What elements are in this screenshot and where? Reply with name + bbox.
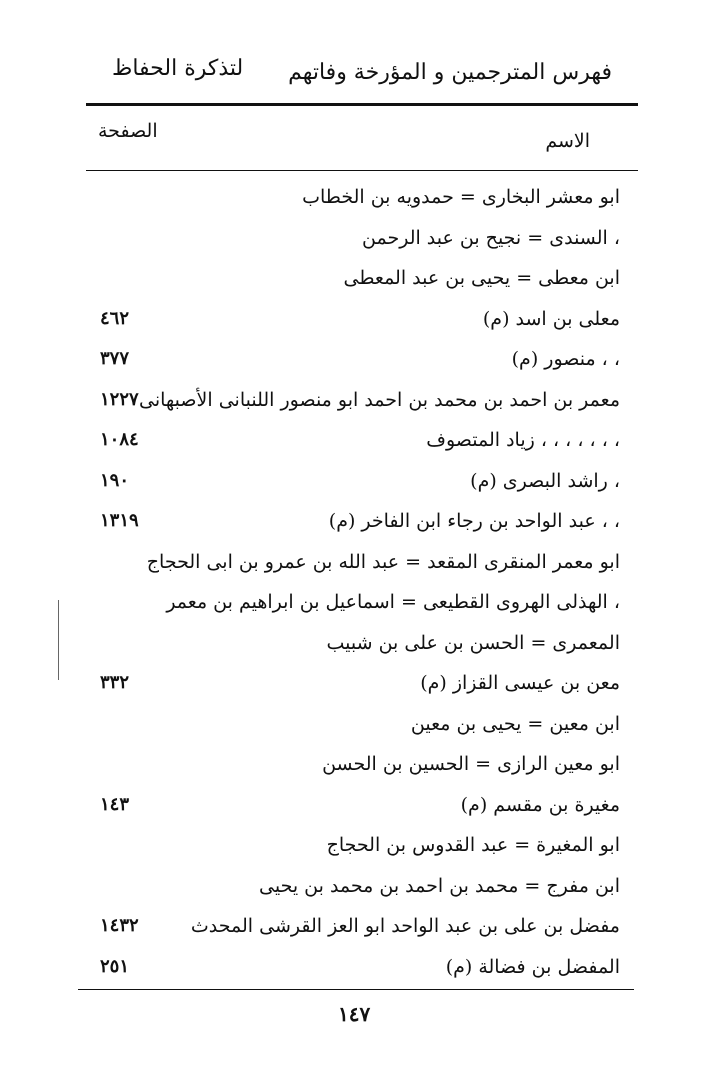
list-item (0, 707, 722, 748)
entry-name: المعمرى = الحسن بن على بن شبيب (326, 631, 620, 654)
footer-rule (78, 989, 634, 990)
index-list (0, 180, 722, 990)
entry-name: ابن مفرج = محمد بن احمد بن محمد بن يحيى (259, 874, 620, 897)
entry-name: ابو معمر المنقرى المقعد = عبد الله بن عمرو بن ابى الحجاج (146, 550, 620, 573)
list-item (0, 626, 722, 667)
header-rule (86, 103, 638, 106)
list-item (0, 747, 722, 788)
list-item (0, 666, 722, 707)
entry-name: ، السندى = نجيح بن عبد الرحمن (362, 226, 620, 249)
entry-page: ٤٦٢ (100, 307, 130, 329)
entry-name: مفضل بن على بن عبد الواحد ابو العز القرشى المحدث (190, 915, 620, 937)
entry-page: ١٢٢٧ (100, 388, 139, 410)
entry-page: ٣٧٧ (100, 348, 130, 369)
entry-name: المفضل بن فضالة (م) (445, 955, 620, 978)
entry-page: ١٣١٩ (100, 510, 139, 531)
entry-name: مغيرة بن مقسم (م) (460, 793, 620, 816)
column-header-name: الاسم (545, 130, 590, 152)
entry-name: ابو معشر البخارى = حمدويه بن الخطاب (302, 186, 620, 208)
entry-name: ، ، ، ، ، ، ، زياد المتصوف (426, 429, 620, 451)
list-item (0, 950, 722, 991)
list-item (0, 464, 722, 505)
page-number: ١٤٧ (338, 1002, 371, 1026)
entry-name: ابو المغيرة = عبد القدوس بن الحجاج (326, 834, 620, 856)
margin-mark (58, 600, 59, 680)
entry-page: ١٩٠ (100, 469, 130, 491)
list-item (0, 180, 722, 221)
list-item (0, 423, 722, 464)
list-item (0, 261, 722, 302)
entry-name: معلى بن اسد (م) (482, 307, 620, 330)
list-item (0, 909, 722, 950)
entry-page: ٢٥١ (100, 955, 130, 977)
entry-name: ابن معين = يحيى بن معين (410, 712, 620, 735)
list-item (0, 302, 722, 343)
column-header-rule (86, 170, 638, 171)
list-item (0, 869, 722, 910)
entry-page: ١٤٣٢ (100, 915, 139, 936)
entry-page: ١٠٨٤ (100, 429, 139, 450)
entry-name: معمر بن احمد بن محمد بن احمد ابو منصور اللنبانى الأصبهانى (139, 388, 620, 411)
list-item (0, 221, 722, 262)
list-item (0, 828, 722, 869)
entry-name: ، راشد البصرى (م) (470, 469, 620, 492)
list-item (0, 788, 722, 829)
entry-name: ، الهذلى الهروى القطيعى = اسماعيل بن ابراهيم بن معمر (166, 591, 620, 613)
column-header-page: الصفحة (98, 120, 158, 142)
entry-name: ابو معين الرازى = الحسين بن الحسن (322, 753, 620, 775)
list-item (0, 585, 722, 626)
running-header-right: فهرس المترجمين و المؤرخة وفاتهم (288, 60, 612, 85)
list-item (0, 342, 722, 383)
list-item (0, 545, 722, 586)
entry-name: ، ، منصور (م) (511, 348, 620, 370)
entry-name: ، ، عبد الواحد بن رجاء ابن الفاخر (م) (328, 510, 620, 532)
entry-name: ابن معطى = يحيى بن عبد المعطى (343, 267, 620, 289)
entry-page: ٣٣٢ (100, 672, 130, 693)
list-item (0, 504, 722, 545)
entry-page: ١٤٣ (100, 793, 130, 815)
entry-name: معن بن عيسى القزاز (م) (420, 672, 620, 694)
list-item (0, 383, 722, 424)
running-header-left: لتذكرة الحفاظ (112, 56, 244, 81)
